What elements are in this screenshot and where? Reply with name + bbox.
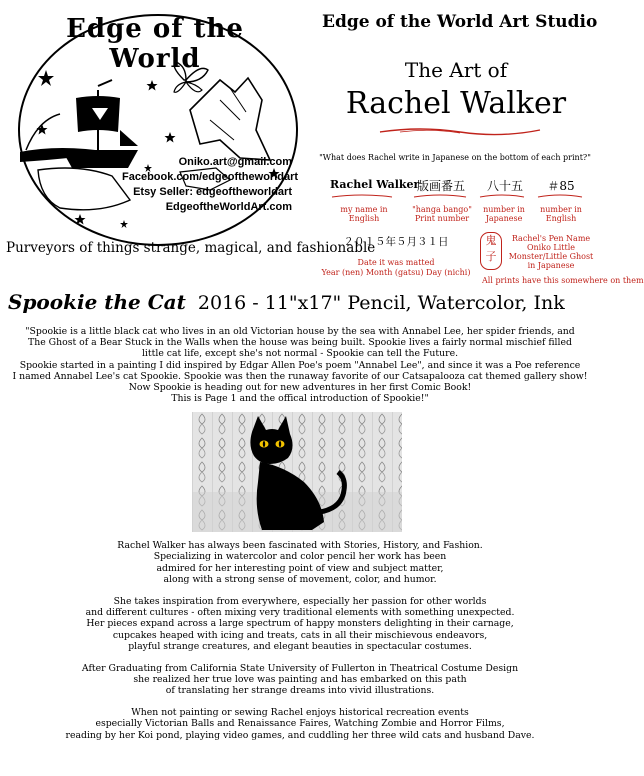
intro-line: "Spookie is a little black cat who lives in an old Victorian house by the sea with Annabel Lee, her spider friends, and [25,326,575,337]
caption-pen-name: Rachel's Pen Name Oniko Little Monster/Little Ghost in Japanese [508,234,594,270]
sig-name: Rachel Walker [330,178,420,191]
intro-line: The Ghost of a Bear Stuck in the Walls when the house was being built. Spookie lives a fairly normal mischief filled [28,337,572,349]
caption-all-prints: All prints have this somewhere on them [482,276,644,285]
caption-print-number: "hanga bango" Print number [412,205,472,223]
studio-name: Edge of the World Art Studio [322,12,598,32]
caption-date: Date it was matted [357,258,435,267]
bio-line: Specializing in watercolor and color pencil her work has been [153,551,447,563]
artist-name: Rachel Walker [345,86,567,121]
artwork-heading [8,290,592,314]
contact-email: Oniko.art@gmail.com [178,156,292,168]
contact-website: EdgeoftheWorldArt.com [165,201,292,213]
bio-line: and different cultures - often mixing very traditional elements with something unexpected. [85,606,515,618]
caption-date-parts: Year (nen) Month (gatsu) Day (nichi) [321,268,471,277]
caption-english-number: number in English [540,205,582,223]
bio-line: along with a strong sense of movement, color, and humor. [163,573,437,585]
bio-paragraph [20,663,580,697]
artwork-details: 2016 - 11"x17" Pencil, Watercolor, Ink [197,292,565,314]
intro-line: I named Annabel Lee's cat Spookie. Spookie was then the runaway favorite of our Catsapalooza cat themed gallery show! [12,370,588,382]
sig-print-number: 版画番五 [416,179,465,193]
bio-paragraph [20,596,580,652]
bio-line: When not painting or sewing Rachel enjoys historical recreation events [131,707,469,719]
artist-bio [20,540,580,751]
bio-line: admired for her interesting point of view and subject matter, [156,562,444,574]
caption-japanese-number: number in Japanese [483,205,525,223]
intro-line: This is Page 1 and the offical introduction of Spookie!" [171,393,429,405]
bio-line: especially Victorian Balls and Renaissance Faires, Watching Zombie and Horror Films, [95,718,505,730]
bio-line: Rachel Walker has always been fascinated with Stories, History, and Fashion. [117,540,483,551]
logo-title: Edge of the World [66,14,244,74]
sig-japanese-number: 八十五 [486,179,523,193]
bio-line: cupcakes heaped with icing and treats, cats in all their mischievous endeavors, [112,629,488,641]
bio-paragraph [20,707,580,741]
butterfly-icon [174,62,208,92]
contact-etsy: Etsy Seller: edgeoftheworldart [133,186,292,198]
intro-line: little cat life, except she's not normal - Spookie can tell the Future. [141,348,459,360]
tagline: Purveyors of things strange, magical, and fashionable [6,240,376,256]
contact-block [122,155,299,215]
bio-line: After Graduating from California State University of Fullerton in Theatrical Costume Design [81,662,519,674]
intro-line: Now Spookie is heading out for new adventures in her first Comic Book! [128,382,472,394]
bio-paragraph [20,540,580,585]
bio-line: she realized her true love was painting and has embarked on this path [133,673,467,685]
bio-line: playful strange creatures, and elegant beauties in spectacular costumes. [128,640,472,652]
bio-line: reading by her Koi pond, playing video games, and cuddling her three wild cats and husband Dave. [65,729,535,741]
contact-facebook: Facebook.com/edgeoftheworldart [122,171,299,183]
bio-line: of translating her strange dreams into vivid illustrations. [165,685,435,697]
sig-english-number: ＃85 [547,179,575,193]
artwork-intro [12,326,588,404]
artwork-title: Spookie the Cat [8,290,186,314]
bio-line: She takes inspiration from everywhere, especially her passion for other worlds [113,595,487,607]
caption-name: my name in English [340,205,388,223]
intro-line: Spookie started in a painting I did inspired by Edgar Allen Poe's poem "Annabel Lee", and since it was a Poe reference [19,359,581,371]
bio-line: Her pieces expand across a large spectrum of happy monsters delighting in their carnage, [86,618,514,630]
hanko-seal-icon: 鬼子 [480,232,502,270]
flourish-divider [380,124,540,136]
spookie-cat-artwork [192,412,402,532]
art-of-label: The Art of [404,58,508,82]
signature-question: "What does Rachel write in Japanese on the bottom of each print?" [319,153,591,162]
sig-date: ２０１５年５月３１日 [343,236,449,248]
red-flourishes [326,193,592,201]
